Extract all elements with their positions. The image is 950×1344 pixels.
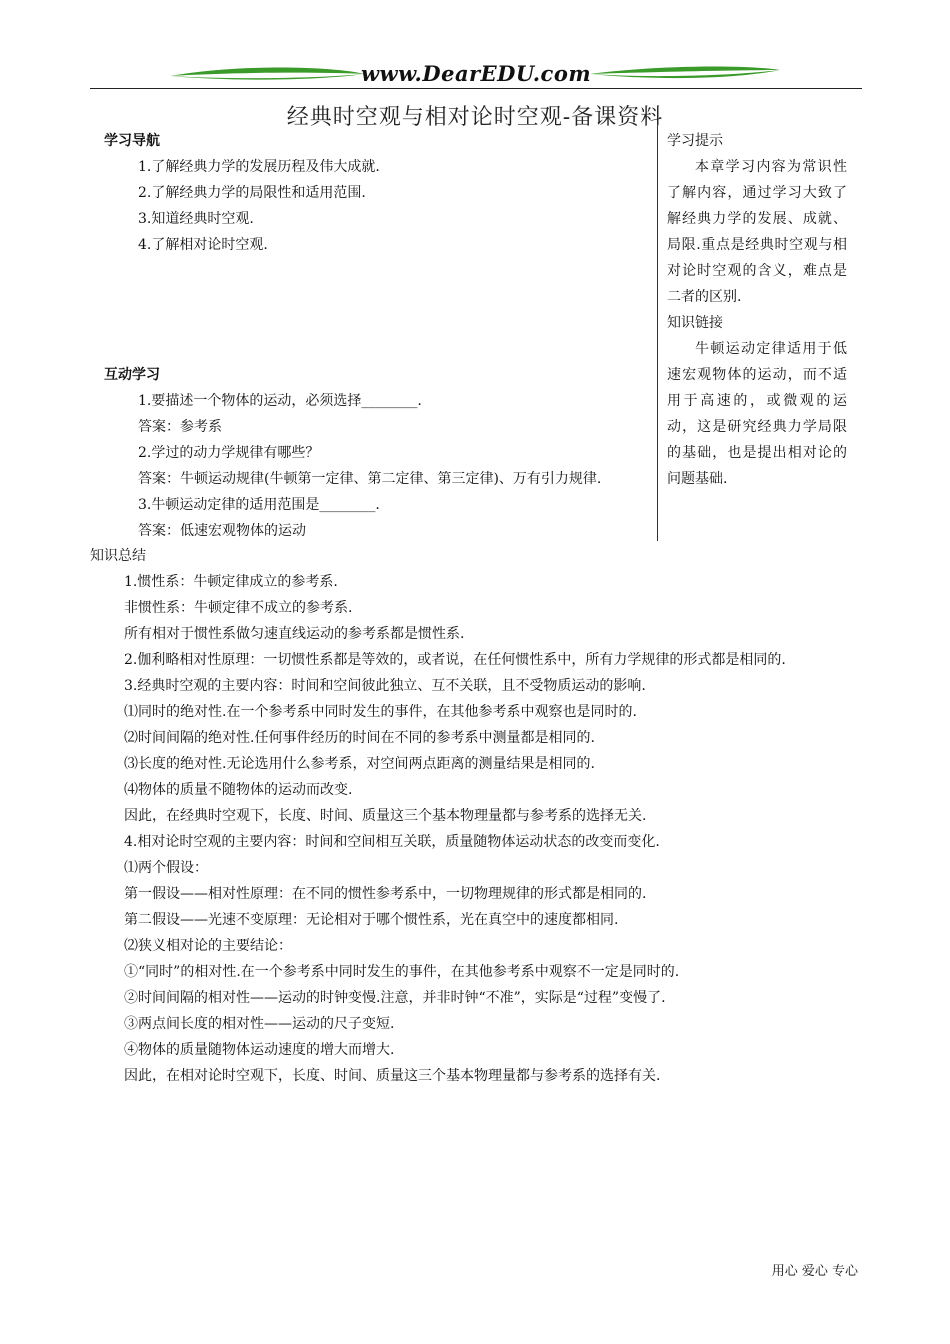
guide-heading: 学习导航 <box>104 133 160 149</box>
sidebar-column <box>667 128 847 492</box>
summary-line: 第二假设——光速不变原理：无论相对于哪个惯性系，光在真空中的速度都相同. <box>124 912 619 928</box>
guide-item: 2.了解经典力学的局限性和适用范围. <box>138 185 366 201</box>
summary-line: ④物体的质量随物体运动速度的增大而增大. <box>124 1042 395 1058</box>
question-2: 2.学过的动力学规律有哪些？ <box>138 445 320 461</box>
summary-line: ①“同时”的相对性.在一个参考系中同时发生的事件，在其他参考系中观察不一定是同时的. <box>124 964 680 980</box>
summary-line: ⑴两个假设： <box>124 860 208 876</box>
summary-line: ⑵时间间隔的绝对性.任何事件经历的时间在不同的参考系中测量都是相同的. <box>124 730 595 746</box>
summary-line: 4.相对论时空观的主要内容：时间和空间相互关联，质量随物体运动状态的改变而变化. <box>124 834 660 850</box>
summary-line: ③两点间长度的相对性——运动的尺子变短. <box>124 1016 395 1032</box>
summary-section <box>90 543 862 1089</box>
answer-2: 答案：牛顿运动规律(牛顿第一定律、第二定律、第三定律)、万有引力规律. <box>138 471 602 487</box>
header-rule <box>90 88 862 89</box>
site-logo[interactable]: www.DearEDU.com <box>360 61 592 86</box>
summary-line: 3.经典时空观的主要内容：时间和空间彼此独立、互不关联，且不受物质运动的影响. <box>124 678 646 694</box>
summary-line: 因此，在相对论时空观下，长度、时间、质量这三个基本物理量都与参考系的选择有关. <box>124 1068 661 1084</box>
page-title: 经典时空观与相对论时空观-备课资料 <box>286 105 664 130</box>
summary-line: 非惯性系：牛顿定律不成立的参考系. <box>124 600 353 616</box>
answer-3: 答案：低速宏观物体的运动 <box>138 523 306 539</box>
summary-line: ②时间间隔的相对性——运动的时钟变慢.注意，并非时钟“不准”，实际是“过程”变慢了. <box>124 990 666 1006</box>
summary-line: ⑷物体的质量不随物体的运动而改变. <box>124 782 353 798</box>
main-column <box>104 128 652 544</box>
summary-line: ⑵狭义相对论的主要结论： <box>124 938 292 954</box>
summary-line: 2.伽利略相对性原理：一切惯性系都是等效的，或者说，在任何惯性系中，所有力学规律的形式都是相同的. <box>124 652 786 668</box>
link-heading: 知识链接 <box>667 315 723 331</box>
question-3: 3.牛顿运动定律的适用范围是________. <box>138 497 380 513</box>
tips-text: 本章学习内容为常识性了解内容，通过学习大致了解经典力学的发展、成就、局限.重点是经典时空观与相对论时空观的含义，难点是二者的区别. <box>667 159 847 305</box>
spacer <box>104 258 652 362</box>
header-banner <box>90 58 862 90</box>
tips-heading: 学习提示 <box>667 133 723 149</box>
interactive-heading: 互动学习 <box>104 367 160 383</box>
summary-heading: 知识总结 <box>90 548 146 564</box>
summary-line: ⑴同时的绝对性.在一个参考系中同时发生的事件，在其他参考系中观察也是同时的. <box>124 704 637 720</box>
summary-line: ⑶长度的绝对性.无论选用什么参考系，对空间两点距离的测量结果是相同的. <box>124 756 595 772</box>
column-divider <box>657 126 658 541</box>
guide-item: 3.知道经典时空观. <box>138 211 254 227</box>
link-text: 牛顿运动定律适用于低速宏观物体的运动，而不适用于高速的，或微观的运动，这是研究经典力学局限的基础，也是提出相对论的问题基础. <box>667 341 847 487</box>
summary-line: 1.惯性系：牛顿定律成立的参考系. <box>124 574 338 590</box>
guide-item: 1.了解经典力学的发展历程及伟大成就. <box>138 159 380 175</box>
summary-line: 所有相对于惯性系做匀速直线运动的参考系都是惯性系. <box>124 626 465 642</box>
answer-1: 答案：参考系 <box>138 419 222 435</box>
question-1: 1.要描述一个物体的运动，必须选择________. <box>138 393 422 409</box>
summary-line: 第一假设——相对性原理：在不同的惯性参考系中，一切物理规律的形式都是相同的. <box>124 886 647 902</box>
summary-line: 因此，在经典时空观下，长度、时间、质量这三个基本物理量都与参考系的选择无关. <box>124 808 647 824</box>
footer-slogan: 用心 爱心 专心 <box>771 1264 858 1279</box>
guide-item: 4.了解相对论时空观. <box>138 237 268 253</box>
